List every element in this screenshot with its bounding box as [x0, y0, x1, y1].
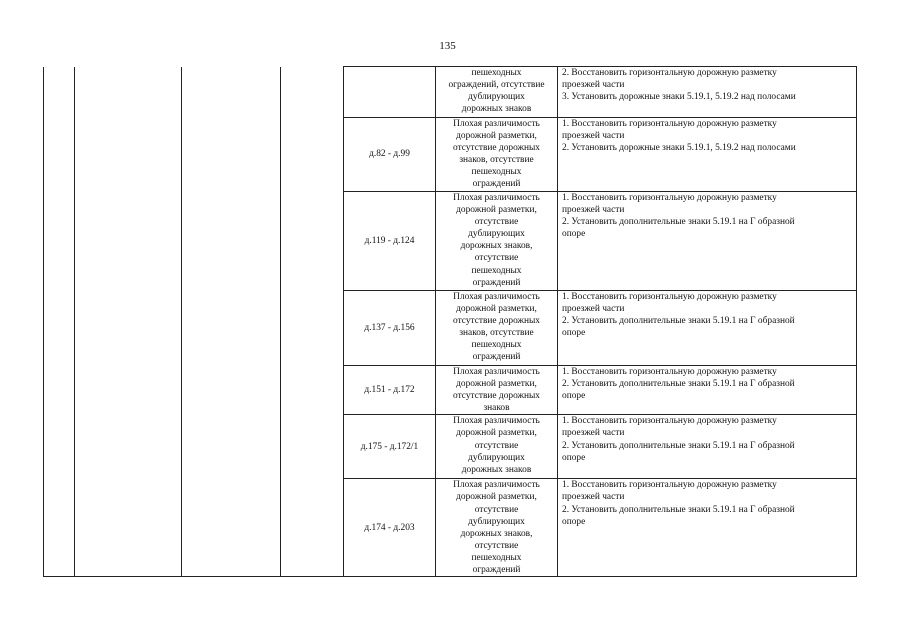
problem-line: отсутствие [474, 253, 519, 264]
measure-line: 2. Установить дополнительные знаки 5.19.1 на Г образной [562, 316, 795, 327]
problem-line: знаков, отсутствие [459, 328, 534, 339]
page-number: 135 [439, 40, 456, 52]
section-cell: д.174 - д.203 [344, 479, 436, 577]
problem-line: дублирующих [468, 452, 525, 463]
measures-cell [558, 366, 857, 415]
section-cell: д.137 - д.156 [344, 291, 436, 366]
measures-cell [558, 67, 857, 118]
problem-line: Плохая различимость [453, 292, 540, 302]
measure-line: 2. Установить дорожные знаки 5.19.1, 5.19.2 над полосами [562, 143, 796, 154]
problem-line: дорожной разметки, [456, 428, 537, 439]
measure-line: проезжей части [562, 131, 625, 142]
problem-line: дорожной разметки, [456, 379, 537, 390]
table-body [44, 67, 857, 577]
problem-line: пешеходных [471, 68, 522, 78]
section-cell: д.82 - д.99 [344, 118, 436, 192]
section-cell [344, 67, 436, 118]
problem-line: пешеходных [471, 340, 522, 351]
section-cell: д.175 - д.172/1 [344, 415, 436, 479]
problem-line: отсутствие [474, 440, 519, 451]
measures-cell [558, 415, 857, 479]
measure-line: 2. Установить дополнительные знаки 5.19.1 на Г образной [562, 379, 795, 390]
measure-line: проезжей части [562, 205, 625, 216]
problem-line: отсутствие дорожных [453, 391, 540, 402]
problem-line: пешеходных [471, 167, 522, 178]
empty-column-cell [75, 67, 182, 577]
problem-cell [436, 291, 558, 366]
problem-line: дорожных знаков, [460, 241, 533, 252]
problem-line: Плохая различимость [453, 193, 540, 203]
measure-line: 1. Восстановить горизонтальную дорожную разметку [562, 367, 777, 377]
measure-line: опоре [562, 229, 586, 240]
problem-line: отсутствие [474, 504, 519, 515]
table-row [44, 67, 857, 118]
measure-line: проезжей части [562, 80, 625, 91]
problem-line: дублирующих [468, 92, 525, 103]
problem-line: ограждений [472, 277, 521, 288]
section-cell: д.119 - д.124 [344, 192, 436, 291]
problem-line: дорожной разметки, [456, 205, 537, 216]
problem-line: дорожных знаков, [460, 528, 533, 539]
measure-line: опоре [562, 452, 586, 463]
problem-line: ограждений [472, 179, 521, 190]
problem-cell [436, 118, 558, 192]
measures-cell [558, 118, 857, 192]
problem-line: ограждений, отсутствие [448, 80, 545, 91]
problem-line: отсутствие [474, 217, 519, 228]
problem-line: знаков, отсутствие [459, 155, 534, 166]
problem-line: дорожной разметки, [456, 304, 537, 315]
problem-line: дорожной разметки, [456, 131, 537, 142]
problem-line: дублирующих [468, 516, 525, 527]
problem-cell [436, 479, 558, 577]
measure-line: проезжей части [562, 304, 625, 315]
measure-line: опоре [562, 328, 586, 339]
measure-line: 1. Восстановить горизонтальную дорожную разметку [562, 292, 777, 302]
problem-line: дублирующих [468, 229, 525, 240]
measure-line: 1. Восстановить горизонтальную дорожную разметку [562, 193, 777, 203]
empty-column-cell [44, 67, 75, 577]
measure-line: 1. Восстановить горизонтальную дорожную разметку [562, 416, 777, 427]
measure-line: 2. Установить дополнительные знаки 5.19.1 на Г образной [562, 504, 795, 515]
measure-line: опоре [562, 516, 586, 527]
problem-line: Плохая различимость [453, 119, 540, 129]
problem-line: дорожной разметки, [456, 492, 537, 503]
problem-line: ограждений [472, 352, 521, 363]
problem-line: отсутствие дорожных [453, 316, 540, 327]
measure-line: опоре [562, 391, 586, 402]
problem-line: отсутствие [474, 540, 519, 551]
measures-cell [558, 479, 857, 577]
measures-cell [558, 192, 857, 291]
problem-line: Плохая различимость [453, 480, 540, 491]
measure-line: 2. Установить дополнительные знаки 5.19.1 на Г образной [562, 440, 795, 451]
problem-cell [436, 192, 558, 291]
measure-line: 1. Восстановить горизонтальную дорожную разметку [562, 119, 777, 129]
problem-cell [436, 366, 558, 415]
problem-line: дорожных знаков [461, 104, 532, 115]
measure-line: проезжей части [562, 428, 625, 439]
problem-line: знаков [483, 403, 510, 414]
empty-column-cell [182, 67, 281, 577]
problem-cell [436, 415, 558, 479]
problem-cell [436, 67, 558, 118]
problem-line: Плохая различимость [453, 367, 540, 377]
measure-line: 2. Установить дополнительные знаки 5.19.1 на Г образной [562, 217, 795, 228]
problem-line: пешеходных [471, 552, 522, 563]
problem-line: отсутствие дорожных [453, 143, 540, 154]
section-cell: д.151 - д.172 [344, 366, 436, 415]
problem-line: пешеходных [471, 265, 522, 276]
measure-line: 3. Установить дорожные знаки 5.19.1, 5.19.2 над полосами [562, 92, 796, 103]
problem-line: дорожных знаков [461, 464, 532, 475]
measures-cell [558, 291, 857, 366]
problem-line: Плохая различимость [453, 416, 540, 427]
measure-line: 2. Восстановить горизонтальную дорожную разметку [562, 68, 777, 78]
empty-column-cell [281, 67, 344, 577]
measure-line: 1. Восстановить горизонтальную дорожную разметку [562, 480, 777, 491]
measure-line: проезжей части [562, 492, 625, 503]
measures-table [43, 66, 857, 577]
problem-line: ограждений [472, 565, 521, 576]
